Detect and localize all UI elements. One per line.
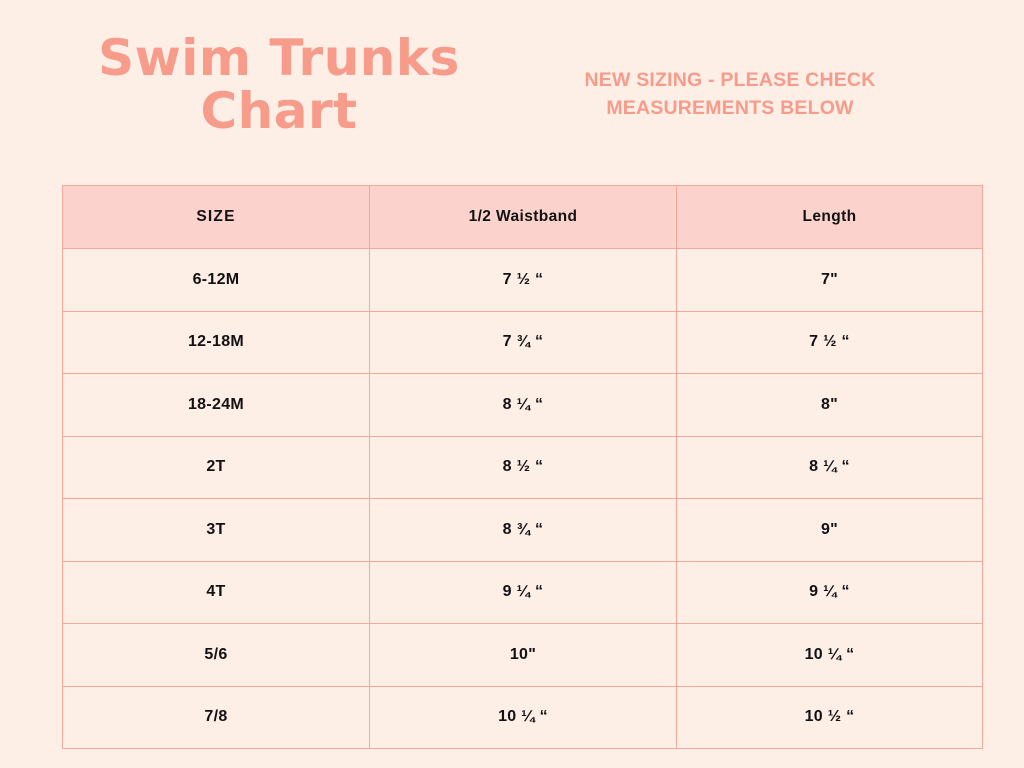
column-header-length: Length <box>677 186 983 249</box>
sizing-notice: NEW SIZING - PLEASE CHECK MEASUREMENTS BELOW <box>584 69 876 120</box>
cell-waistband: 7 ¾ “ <box>370 311 677 374</box>
cell-length: 10 ¼ “ <box>677 624 983 687</box>
cell-size: 6-12M <box>63 249 370 312</box>
cell-size: 3T <box>63 499 370 562</box>
table-row <box>63 249 983 312</box>
cell-waistband: 10 ¼ “ <box>370 686 677 749</box>
table-row <box>63 686 983 749</box>
cell-waistband: 10" <box>370 624 677 687</box>
table-row <box>63 561 983 624</box>
cell-waistband: 8 ¾ “ <box>370 499 677 562</box>
column-header-size: SIZE <box>63 186 370 249</box>
table-row <box>63 499 983 562</box>
cell-waistband: 9 ¼ “ <box>370 561 677 624</box>
table-header-row <box>63 186 983 249</box>
table-header-row-group <box>63 186 983 249</box>
cell-size: 4T <box>63 561 370 624</box>
cell-size: 12-18M <box>63 311 370 374</box>
cell-waistband: 7 ½ “ <box>370 249 677 312</box>
cell-waistband: 8 ½ “ <box>370 436 677 499</box>
chart-header <box>0 30 1024 160</box>
cell-size: 18-24M <box>63 374 370 437</box>
cell-size: 2T <box>63 436 370 499</box>
cell-length: 7" <box>677 249 983 312</box>
page-title: Swim Trunks Chart <box>98 29 460 140</box>
table-row <box>63 311 983 374</box>
table-body <box>63 249 983 749</box>
cell-length: 10 ½ “ <box>677 686 983 749</box>
size-chart-table <box>62 185 983 749</box>
size-table-container <box>62 185 962 749</box>
cell-length: 7 ½ “ <box>677 311 983 374</box>
cell-size: 5/6 <box>63 624 370 687</box>
cell-length: 8 ¼ “ <box>677 436 983 499</box>
table-row <box>63 624 983 687</box>
column-header-waistband: 1/2 Waistband <box>370 186 677 249</box>
cell-length: 9 ¼ “ <box>677 561 983 624</box>
cell-length: 9" <box>677 499 983 562</box>
table-row <box>63 374 983 437</box>
cell-waistband: 8 ¼ “ <box>370 374 677 437</box>
cell-length: 8" <box>677 374 983 437</box>
table-row <box>63 436 983 499</box>
cell-size: 7/8 <box>63 686 370 749</box>
